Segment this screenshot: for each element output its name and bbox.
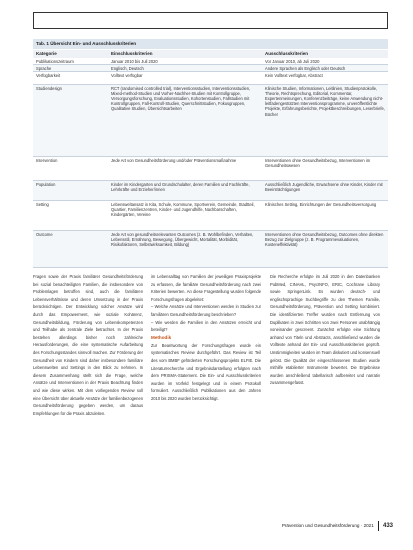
table-cell: Klinisches Setting, Einrichtungen der Gesundheitsversorgung <box>265 201 377 207</box>
table-cell: Klinische Studien, Informationen, Leitlinien, Studienprotokolle, Theorie, Rechtsprechung, Editorial, Kommentar, Expertenmeinungen, Konferenzbeiträge, keine Anwendung nicht-leitfadengestützten Interventionsprogramme, unveröffentlichte Projekte, Erfahrungsberichte, Projektbeschreibungen, Leserbriefe, Bücher <box>265 85 385 117</box>
body-column-1 <box>33 273 143 518</box>
table-cell: Jede Art von Gesundheitsförderung und/oder Präventionsmaßnahme <box>111 157 237 163</box>
table-cell: Population <box>36 181 56 187</box>
page-number: 433 <box>382 523 393 529</box>
criteria-table <box>33 39 388 268</box>
table-row <box>33 231 388 268</box>
table-cell: Kinder im Kindergarten und Grundschulalter, deren Familien und Fachkräfte, Lehrkräfte und Erzieher/innen <box>111 181 250 192</box>
section-heading-methodik: Methodik <box>151 334 172 340</box>
header-kategorie: Kategorie <box>36 51 57 56</box>
table-cell: Volltext verfügbar <box>111 72 143 78</box>
table-row <box>33 72 388 85</box>
table-row <box>33 201 388 231</box>
header-ausschluss: Ausschlusskriterien <box>265 51 309 56</box>
table-cell: Andere Sprachen als Englisch oder Deutsch <box>265 65 346 71</box>
body-paragraph: Zur Beantwortung der Forschungsfragen wurde ein systematisches Review durchgeführt. Das Review ist Teil des vom BMBF geförderten Forschungsprojekts ELFIE. Die Literaturrecherche und Ergebnisdarstellung erfolgten nach dem PRISMA-Statement. Die Ein- und Ausschlusskriterien wurden im Vorfeld festgelegt und in einem Protokoll formuliert. Ausschließlich Publikationen aus den Jahren 2010 bis 2020 wurden berücksichtigt. <box>151 342 261 401</box>
table-cell: Jede Art von gesundheitsrelevanten Outcomes (z. B. Wohlbefinden, Verhalten, Lebensstil, Ernährung, Bewegung, Übergewicht, Mortalität, Morbidität, Risikofaktoren, Selbstwirksamkeit, Bildung) <box>111 231 254 247</box>
body-column-2 <box>151 273 261 518</box>
table-header <box>33 50 388 58</box>
body-column-3 <box>270 273 380 518</box>
table-row <box>33 157 388 181</box>
body-paragraph: Fragen sowie der Praxis familiärer Gesundheitsförderung bei sozial benachteiligten Familien, die insbesondere von Problemlagen betroffen sind, auch die familiären Lebensverhältnisse und deren Umsetzung in der Praxis berücksichtigen. Der Entwicklung solcher Ansätze wird durch das Empowerment, wie soziale Kohärenz, Gesundheitsbildung, Förderung von Lebenskompetenzen und Teilhabe als zentrale Ziele betrachtet. In der Praxis bestehen allerdings bisher noch zahlreiche Herausforderungen, die eine systematische Aufarbeitung des Forschungsstandes sinnvoll machen. Zur Förderung der Gesundheit von Kindern sind daher insbesondere familiäre Lebenswelten und Settings in den Blick zu nehmen. In diesem Zusammenhang stellt sich die Frage, welche Ansätze und Interventionen in der Praxis Beachtung finden und wie diese wirken. Mit dem vorliegenden Review soll eine Übersicht über aktuelle Ansätze der familienbezogenen Gesundheitsförderung gegeben werden, um daraus Empfehlungen für die Praxis abzuleiten. <box>33 274 143 416</box>
table-cell: Januar 2010 bis Juli 2020 <box>111 58 158 64</box>
table-row <box>33 181 388 201</box>
table-cell: Publikationszeitraum <box>36 58 74 64</box>
table-cell: Interventionen ohne Gesundheitsbezug, Interventionen im Gesundheitswesen <box>265 157 371 168</box>
table-cell: Interventionen ohne Gesundheitsbezug, Outcomes ohne direkten Bezug zur Zielgruppe (z. B. Programmevaluationen, Kosteneffektivität) <box>265 231 384 247</box>
header-einschluss: Einschlusskriterien <box>111 51 153 56</box>
table-cell: Intervention <box>36 157 58 163</box>
table-cell: Vor Januar 2010, ab Juli 2020 <box>265 58 320 64</box>
table-caption: Tab. 1 Übersicht Ein- und Ausschlusskriterien <box>33 39 388 49</box>
table-cell: Kein Volltext verfügbar, Abstract <box>265 72 323 78</box>
table-cell: Setting <box>36 201 49 207</box>
list-item: – Wie werden die Familien in den Ansätzen erreicht und beteiligt? <box>151 319 261 333</box>
body-paragraph: Die Recherche erfolgte im Juli 2020 in den Datenbanken PubMed, CINAHL, PsycINFO, ERIC, Cochrane Library sowie SpringerLink. Es wurden deutsch- und englischsprachige Suchbegriffe zu den Themen Familie, Gesundheitsförderung, Prävention und Setting kombiniert. Die identifizierten Treffer wurden nach Entfernung von Duplikaten in zwei Schritten von zwei Personen unabhängig voneinander gescreent. Zunächst erfolgte eine Sichtung anhand von Titeln und Abstracts, anschließend wurden die Volltexte anhand der Ein- und Ausschlusskriterien geprüft. Unstimmigkeiten wurden im Team diskutiert und konsensuell gelöst. Die Qualität der eingeschlossenen Studien wurde mithilfe etablierter Instrumente bewertet. Die Ergebnisse wurden anschließend tabellarisch aufbereitet und narrativ zusammengefasst. <box>270 274 380 386</box>
table-cell: Studiendesign <box>36 85 62 91</box>
table-row <box>33 65 388 72</box>
table-cell: Englisch, Deutsch <box>111 65 144 71</box>
body-paragraph: im Lebensalltag von Familien der jeweiligen Praxisprojekte zu erfassen, die familiäre Gesundheitsförderung nach zwei Kriterien bewerten. An diese Fragestellung wurden folgende Forschungsfragen abgeleitet: <box>151 274 261 302</box>
header-box <box>33 12 388 29</box>
footer-divider <box>378 521 379 531</box>
table-cell: Verfügbarkeit <box>36 72 61 78</box>
journal-year: 2021 <box>363 523 374 528</box>
table-cell: Outcome <box>36 231 53 237</box>
table-cell: RCT (randomised controlled trial), Interventionsstudien, Interventionsstudien, Mixed-method-Studien und Vorher-Nachher-Studien mit Kontrollgruppe, Versorgungsforschung, Evaluationsstudien, Kohortenstudien, Fallstudien mit Kontrollgruppen, Fall-Kontroll-Studien, Querschnittstudien, Fokusgruppen, Qualitative Studien, Übersichtsarbeiten <box>111 85 251 112</box>
journal-name: Prävention und Gesundheitsförderung <box>281 523 360 528</box>
table-row <box>33 58 388 65</box>
page-footer: Prävention und Gesundheitsförderung · 2021 433 <box>282 520 393 532</box>
list-item: – Welche Ansätze und Interventionen werden in Studien zur familiären Gesundheitsförderung beschrieben? <box>151 304 261 317</box>
table-cell: Ausschließlich Jugendliche, Erwachsene ohne Kinder, Kinder mit Beeinträchtigungen <box>265 181 383 192</box>
table-row <box>33 85 388 157</box>
table-cell: Sprache <box>36 65 52 71</box>
table-cell: Lebensweltansatz in Kita, Schule, Kommune, Sportverein, Gemeinde, Stadtteil, Quartier, Familienzentren, Kinder- und Jugendhilfe, Nachbarschaften, Kindergärten, Vereine <box>111 201 255 217</box>
